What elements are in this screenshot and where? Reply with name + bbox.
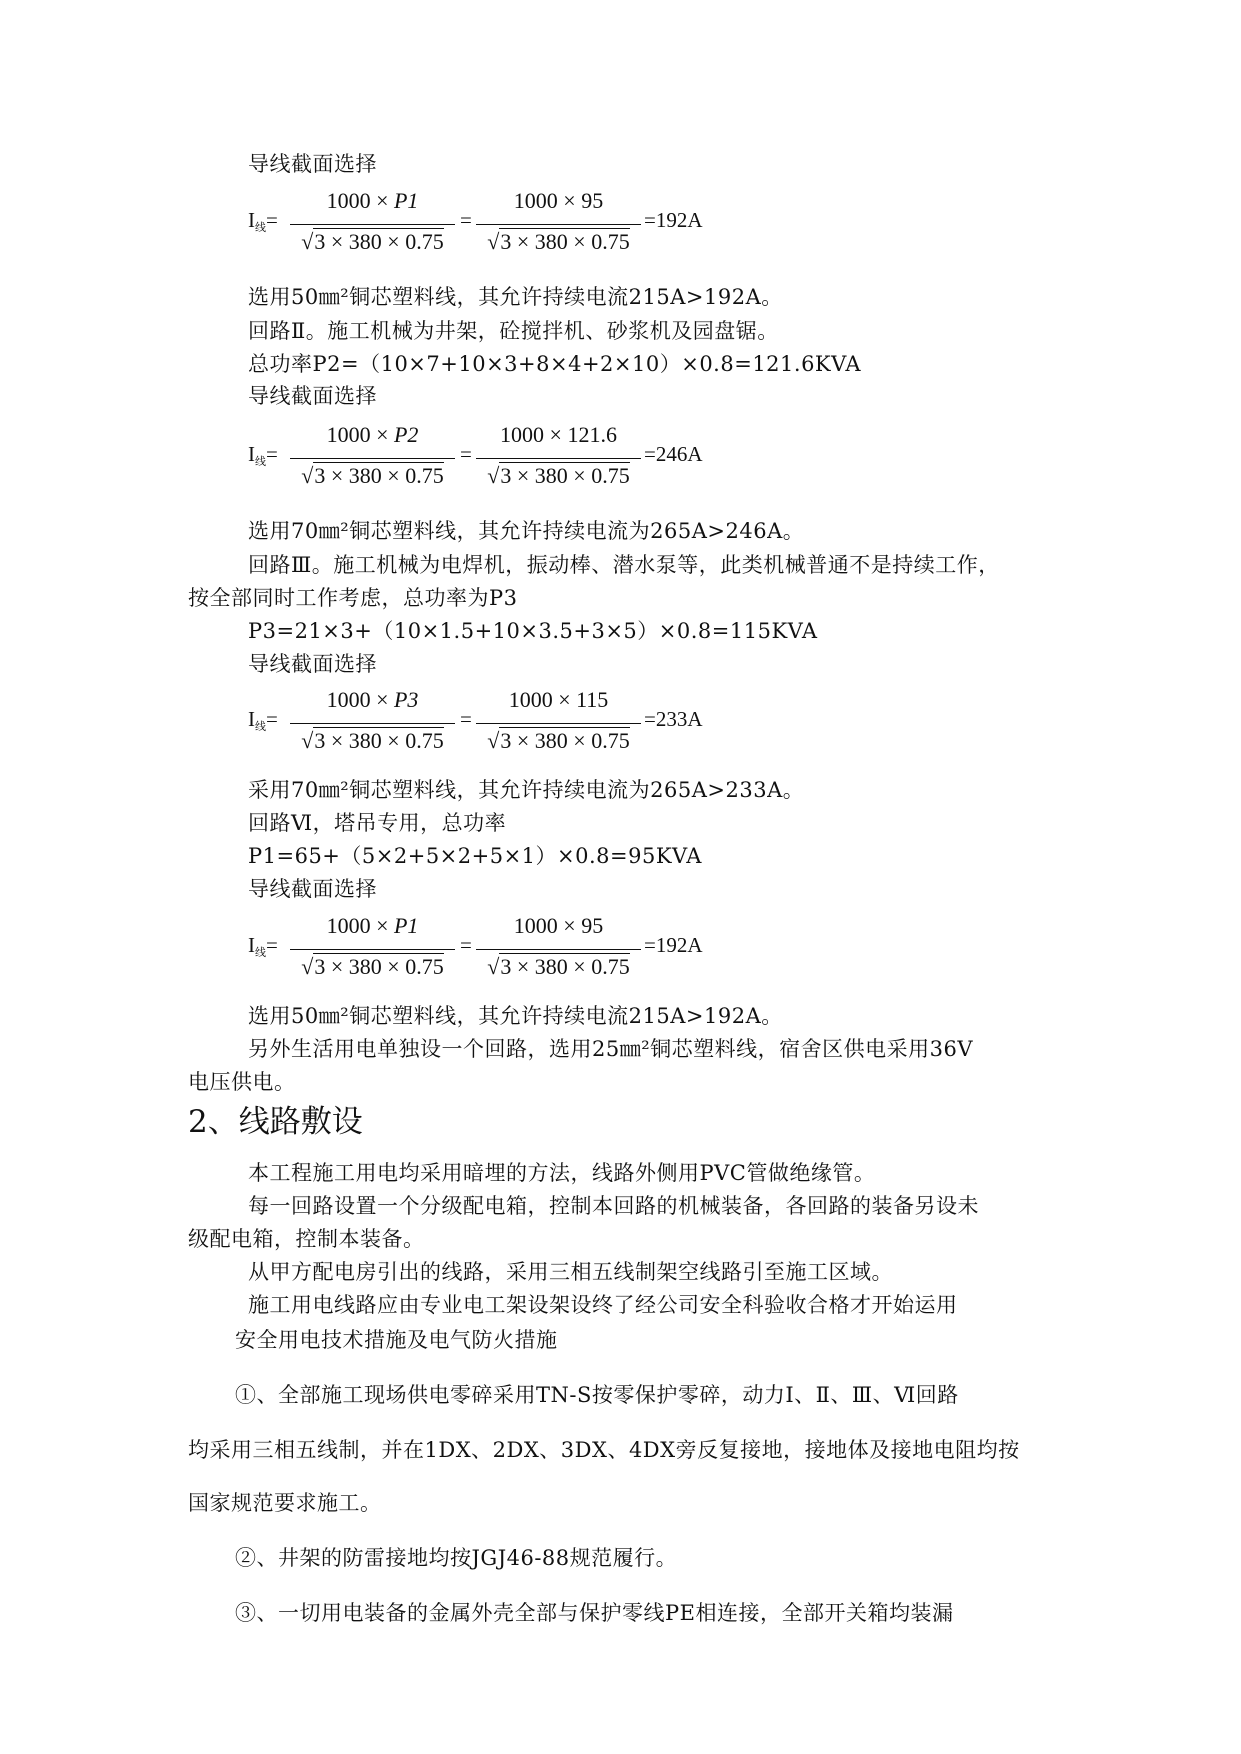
fraction-left: 1000 × P1 √3 × 380 × 0.75	[290, 186, 455, 266]
text-line: 国家规范要求施工。	[188, 1491, 382, 1515]
text-line: 导线截面选择	[248, 877, 377, 901]
fraction-right: 1000 × 95 √3 × 380 × 0.75	[476, 911, 641, 991]
text-line: 总功率P2=（10×7+10×3+8×4+2×10）×0.8=121.6KVA	[248, 352, 862, 376]
text-line: 从甲方配电房引出的线路，采用三相五线制架空线路引至施工区域。	[248, 1260, 893, 1284]
formula-lhs: $I_线=$	[248, 208, 278, 234]
formula-result: =246A	[644, 442, 703, 466]
text-line: 选用50㎜²铜芯塑料线，其允许持续电流215A>192A。	[248, 285, 783, 309]
text-line: P3=21×3+（10×1.5+10×3.5+3×5）×0.8=115KVA	[248, 619, 818, 643]
text-line: 导线截面选择	[248, 152, 377, 176]
text-line: 本工程施工用电均采用暗埋的方法，线路外侧用PVC管做绝缘管。	[248, 1161, 876, 1185]
text-line: ③、一切用电装备的金属外壳全部与保护零线PE相连接，全部开关箱均装漏	[235, 1601, 954, 1625]
text-line: 采用70㎜²铜芯塑料线，其允许持续电流为265A>233A。	[248, 778, 805, 802]
text-line: 均采用三相五线制，并在1DX、2DX、3DX、4DX旁反复接地，接地体及接地电阻均按	[188, 1438, 1020, 1462]
fraction-right: 1000 × 115 √3 × 380 × 0.75	[476, 685, 641, 765]
formula-result: =233A	[644, 707, 703, 731]
text-line: 按全部同时工作考虑，总功率为P3	[188, 586, 518, 610]
text-line: 回路Ⅱ。施工机械为井架，砼搅拌机、砂浆机及园盘锯。	[248, 319, 779, 343]
text-line: 施工用电线路应由专业电工架设架设终了经公司安全科验收合格才开始运用	[248, 1293, 958, 1317]
text-line: 每一回路设置一个分级配电箱，控制本回路的机械装备，各回路的装备另设未	[248, 1194, 979, 1218]
text-line: 回路Ⅵ，塔吊专用，总功率	[248, 811, 507, 835]
fraction-right: 1000 × 95 √3 × 380 × 0.75	[476, 186, 641, 266]
formula-lhs: $I_线=$	[248, 933, 278, 959]
fraction-right: 1000 × 121.6 √3 × 380 × 0.75	[476, 420, 641, 500]
text-line: 导线截面选择	[248, 384, 377, 408]
text-line: ①、全部施工现场供电零碎采用TN-S按零保护零碎，动力Ⅰ、Ⅱ、Ⅲ、Ⅵ回路	[235, 1383, 959, 1407]
section-heading: 2、线路敷设	[188, 1104, 363, 1140]
fraction-left: 1000 × P1 √3 × 380 × 0.75	[290, 911, 455, 991]
fraction-left: 1000 × P3 √3 × 380 × 0.75	[290, 685, 455, 765]
formula-result: =192A	[644, 208, 703, 232]
text-line: 回路Ⅲ。施工机械为电焊机，振动棒、潜水泵等，此类机械普通不是持续工作，	[248, 553, 1000, 577]
text-line: 另外生活用电单独设一个回路，选用25㎜²铜芯塑料线，宿舍区供电采用36V	[248, 1037, 974, 1061]
text-line: 选用70㎜²铜芯塑料线，其允许持续电流为265A>246A。	[248, 519, 805, 543]
text-line: 电压供电。	[188, 1070, 296, 1094]
formula-result: =192A	[644, 933, 703, 957]
text-line: 选用50㎜²铜芯塑料线，其允许持续电流215A>192A。	[248, 1004, 783, 1028]
text-line: P1=65+（5×2+5×2+5×1）×0.8=95KVA	[248, 844, 702, 868]
fraction-left: 1000 × P2 √3 × 380 × 0.75	[290, 420, 455, 500]
text-line: 安全用电技术措施及电气防火措施	[235, 1328, 558, 1352]
text-line: ②、井架的防雷接地均按JGJ46-88规范履行。	[235, 1546, 678, 1570]
text-line: 级配电箱，控制本装备。	[188, 1227, 425, 1251]
formula-lhs: $I_线=$	[248, 707, 278, 733]
formula-lhs: $I_线=$	[248, 442, 278, 468]
text-line: 导线截面选择	[248, 652, 377, 676]
